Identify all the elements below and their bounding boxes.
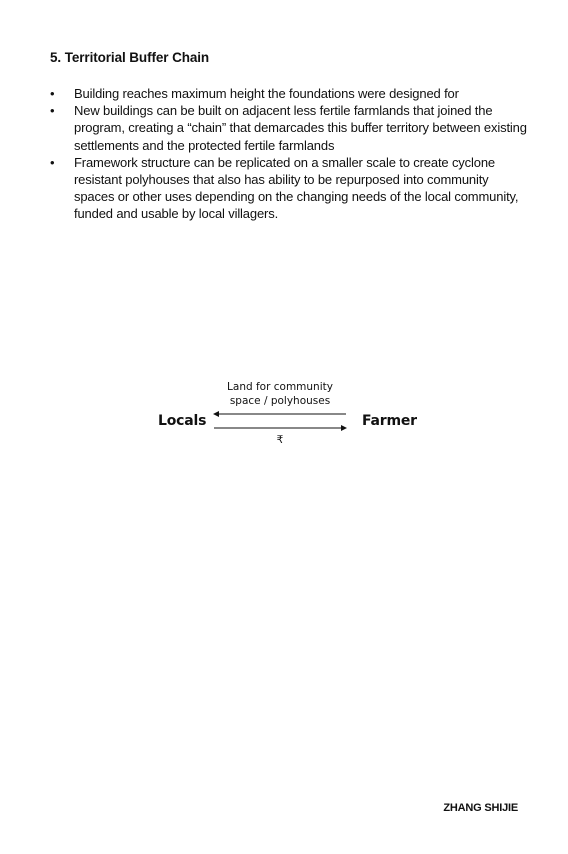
bullet-text: Framework structure can be replicated on a smaller scale to create cyclone resistant polyhouses that also has ability to be repurposed into community spaces or other uses depending on the changing needs of the local community, funded and usable by local villagers. <box>74 154 519 222</box>
bullet-list <box>50 85 530 223</box>
land-exchange-label: Land for community space / polyhouses <box>227 381 333 407</box>
arrow-to-farmer <box>214 425 347 431</box>
bullet-text: New buildings can be built on adjacent less fertile farmlands that joined the program, creating a “chain” that demarcades this buffer territory between existing settlements and the protected fertile farmlands <box>74 103 527 153</box>
section-heading: 5. Territorial Buffer Chain <box>50 50 210 65</box>
locals-node: Locals <box>158 413 207 429</box>
bullet-marker: • <box>50 103 55 119</box>
bullet-item <box>50 154 530 223</box>
exchange-diagram <box>0 375 568 455</box>
arrow-to-locals <box>213 411 346 417</box>
bullet-text: Building reaches maximum height the foundations were designed for <box>74 86 459 101</box>
bullet-marker: • <box>50 154 55 170</box>
farmer-node: Farmer <box>362 413 417 429</box>
bullet-item <box>50 85 530 102</box>
author-name: ZHANG SHIJIE <box>443 802 518 814</box>
rupee-label: ₹ <box>276 434 284 446</box>
bullet-marker: • <box>50 86 55 101</box>
exchange-arrows <box>210 408 350 434</box>
bullet-item <box>50 102 530 154</box>
